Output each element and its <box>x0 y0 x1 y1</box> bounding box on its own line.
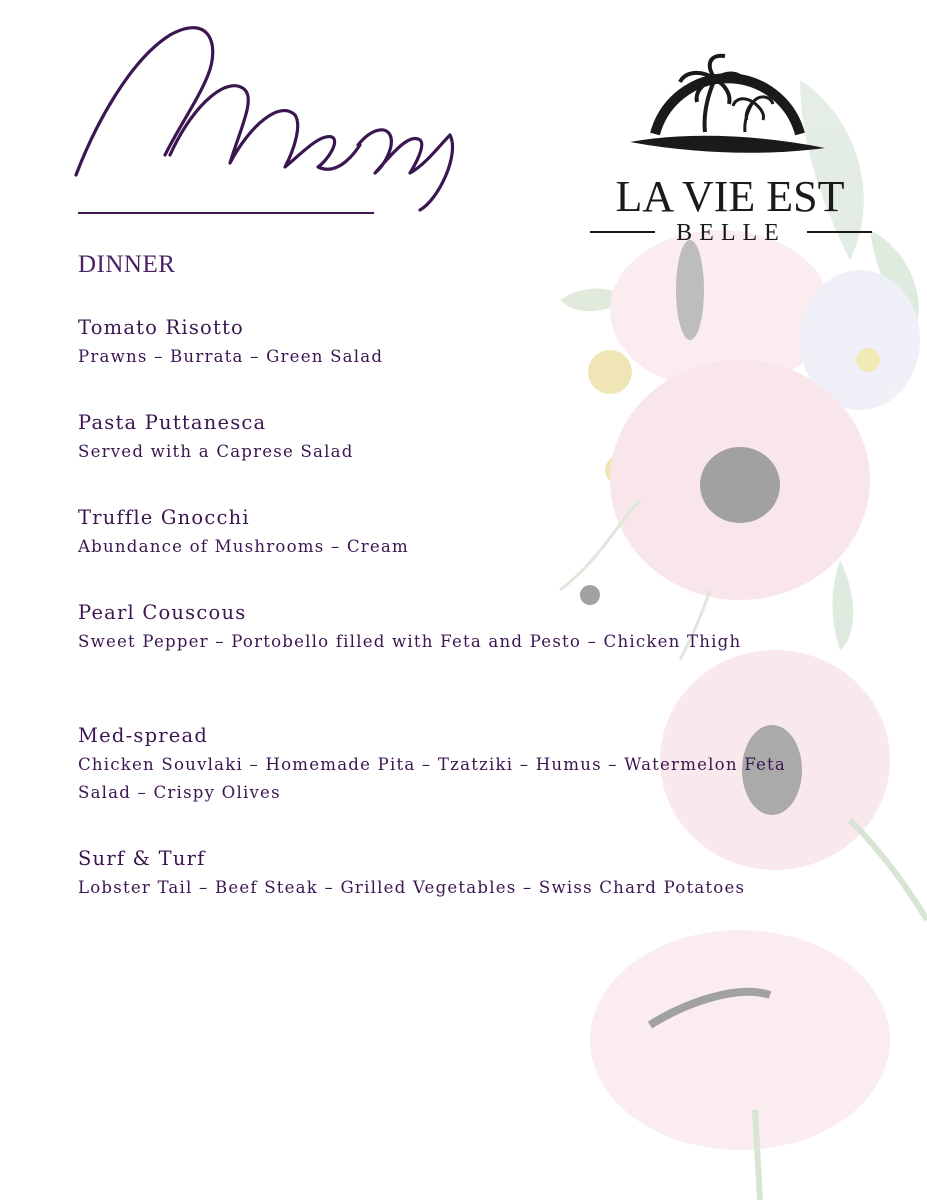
palm-trees-sunset-icon <box>630 56 825 153</box>
menu-item <box>78 844 858 902</box>
menu-item-name: Tomato Risotto <box>78 316 245 339</box>
menu-item <box>78 313 858 371</box>
menu-item <box>78 721 858 807</box>
menu-item-description: Abundance of Mushrooms – Cream <box>78 537 409 556</box>
menu-item <box>78 408 858 466</box>
title-underline <box>78 212 374 214</box>
menu-item-description: Chicken Souvlaki – Homemade Pita – Tzatziki – Humus – Watermelon Feta Salad – Crispy Olives <box>78 755 786 802</box>
menu-item-description: Prawns – Burrata – Green Salad <box>78 347 384 366</box>
menu-item <box>78 503 858 561</box>
menu-script-title <box>70 5 470 215</box>
menu-item-name: Surf & Turf <box>78 847 206 870</box>
brand-name-line2: BELLE <box>676 220 786 244</box>
brand-name-line1: LA VIE EST <box>615 172 845 221</box>
menu-item-name: Truffle Gnocchi <box>78 506 250 529</box>
menu-item-name: Med-spread <box>78 724 209 747</box>
menu-item-description: Lobster Tail – Beef Steak – Grilled Vegetables – Swiss Chard Potatoes <box>78 878 746 897</box>
menu-item <box>78 598 858 656</box>
brand-logo <box>585 44 875 244</box>
menu-item-description: Sweet Pepper – Portobello filled with Feta and Pesto – Chicken Thigh <box>78 632 742 651</box>
section-heading-dinner: DINNER <box>78 251 176 278</box>
menu-item-name: Pearl Couscous <box>78 601 247 624</box>
menu-item-name: Pasta Puttanesca <box>78 411 267 434</box>
menu-item-description: Served with a Caprese Salad <box>78 442 354 461</box>
